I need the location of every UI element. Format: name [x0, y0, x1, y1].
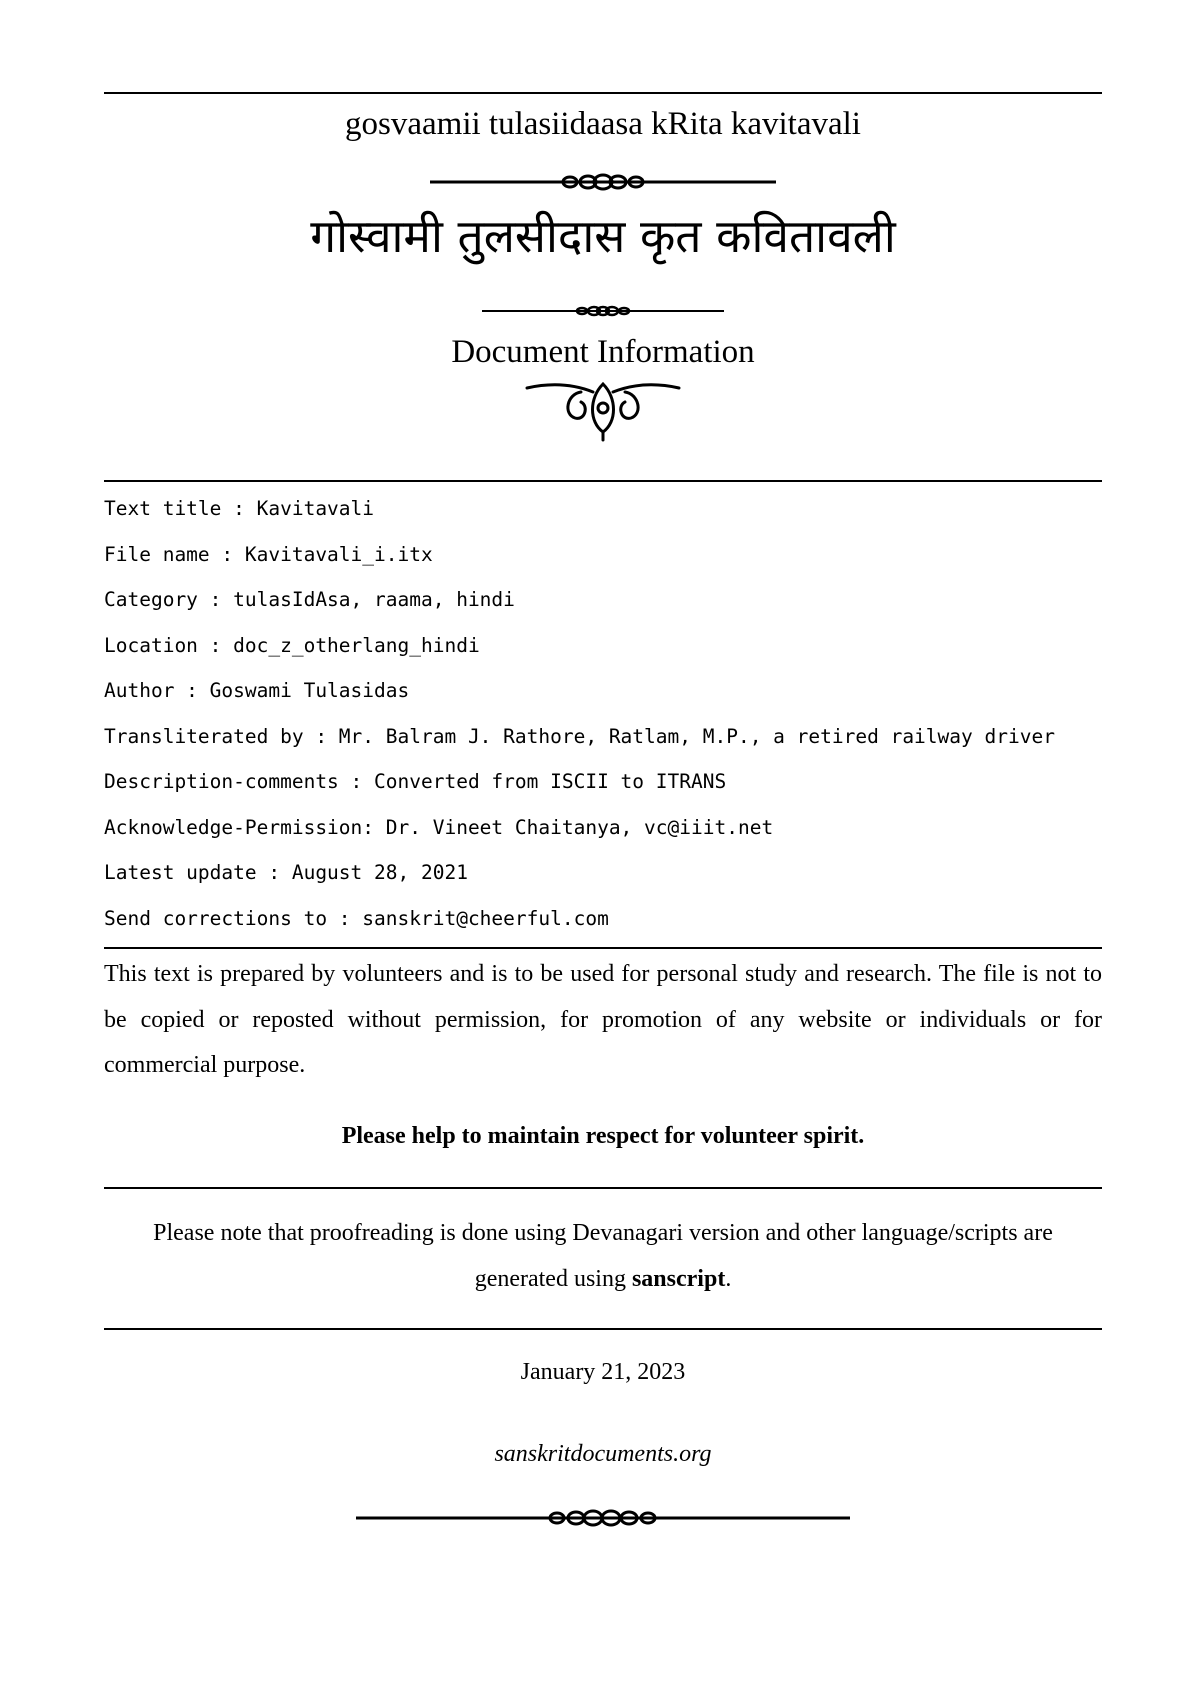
sanscript-label: sanscript	[631, 1265, 726, 1292]
footer-top-rule	[104, 1328, 1102, 1330]
document-date: January 21, 2023	[520, 1359, 686, 1385]
proofreading-top-rule	[104, 1187, 1102, 1189]
fleuron-ornament-icon	[523, 378, 683, 442]
volunteer-spirit-note: Please help to maintain respect for volunteer spirit.	[341, 1123, 865, 1149]
site-name: sanskritdocuments.org	[494, 1441, 712, 1467]
info-transliterated-by: Transliterated by : Mr. Balram J. Rathore, Ratlam, M.P., a retired railway driver	[104, 725, 1055, 748]
info-latest-update: Latest update : August 28, 2021	[104, 861, 468, 884]
proofreading-text: Please note that proofreading is done using Devanagari version and other language/scripts are generated using	[153, 1220, 1053, 1292]
proofreading-note	[104, 1211, 1102, 1302]
title-transliterated: gosvaamii tulasiidaasa kRita kavitavali	[345, 106, 861, 142]
info-top-rule	[104, 480, 1102, 482]
info-author: Author : Goswami Tulasidas	[104, 679, 410, 702]
info-category: Category : tulasIdAsa, raama, hindi	[104, 588, 515, 611]
document-page	[104, 0, 1102, 1702]
proofreading-period: .	[725, 1265, 732, 1292]
small-divider-ornament-icon	[482, 304, 724, 318]
section-title: Document Information	[451, 334, 755, 370]
title-devanagari: गोस्वामी तुलसीदास कृत कवितावली	[310, 209, 896, 263]
divider-ornament-icon	[430, 172, 776, 192]
info-description: Description-comments : Converted from ISCII to ITRANS	[104, 770, 727, 793]
info-acknowledge: Acknowledge-Permission: Dr. Vineet Chaitanya, vc@iiit.net	[104, 816, 774, 839]
top-rule	[104, 92, 1102, 94]
info-send-corrections: Send corrections to : sanskrit@cheerful.com	[104, 907, 609, 930]
info-text-title: Text title : Kavitavali	[104, 497, 375, 520]
info-location: Location : doc_z_otherlang_hindi	[104, 634, 480, 657]
notice-top-rule	[104, 947, 1102, 949]
volunteer-notice: This text is prepared by volunteers and is to be used for personal study and research. The file is not to be copied or reposted without permission, for promotion of any website or individuals or for commercial purpose.	[104, 961, 1102, 1078]
bottom-divider-ornament-icon	[356, 1508, 850, 1528]
info-file-name: File name : Kavitavali_i.itx	[104, 543, 433, 566]
